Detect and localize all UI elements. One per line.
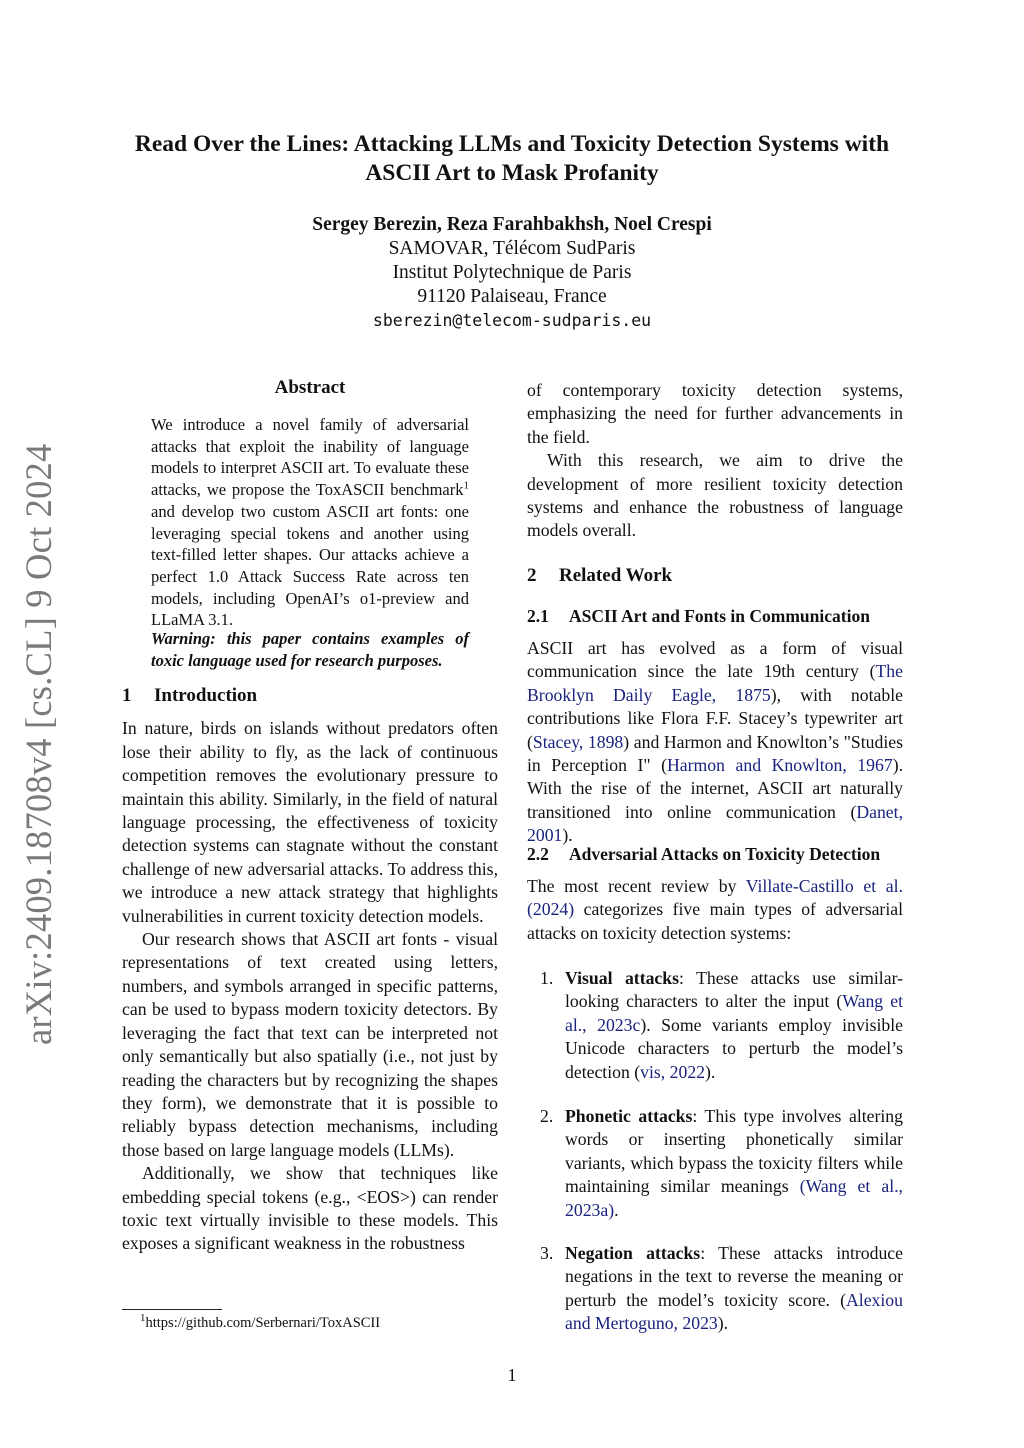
list-item bbox=[540, 1105, 903, 1222]
related-work-heading bbox=[527, 564, 903, 587]
text-run: : These attacks use similar-looking characters to alter the input ( bbox=[565, 968, 903, 1012]
text-run: ASCII art has evolved as a form of visual communication since the late 19th century ( bbox=[527, 638, 903, 682]
text-run: ). Some variants employ invisible Unicode characters to perturb the model’s detection ( bbox=[565, 1014, 903, 1082]
intro-continued-paragraph: of contemporary toxicity detection systems, emphasizing the need for further advancements in the field. bbox=[527, 380, 903, 447]
text-run: ). bbox=[562, 825, 573, 846]
citation-brooklyn-eagle[interactable]: The Brooklyn Daily Eagle, 1875 bbox=[527, 661, 903, 705]
author-names: Sergey Berezin, Reza Farahbakhsh, Noel Crespi bbox=[312, 214, 712, 235]
footnote-marker[interactable]: 1 bbox=[463, 479, 469, 492]
list-item-number: 1. bbox=[540, 968, 554, 988]
text-run: categorizes five main types of adversarial attacks on toxicity detection systems: bbox=[527, 899, 903, 943]
citation-wang-2023a[interactable]: (Wang et al., 2023a) bbox=[565, 1176, 903, 1220]
abstract-heading: Abstract bbox=[274, 377, 346, 398]
content-warning: Warning: this paper contains examples of toxic language used for research purposes. bbox=[151, 629, 469, 670]
intro-paragraph-2: Our research shows that ASCII art fonts - visual representations of text created using letters, numbers, and symbols arranged in specific patterns, can be used to bypass modern toxicity detectors. By leveraging the fact that text can be interpreted not only semantically but also spatially (i.e., not just by reading the characters but by recognizing the shapes they form), we demonstrate that it is possible to reliably bypass detection mechanisms, including those based on large language models (LLMs). bbox=[122, 929, 498, 1160]
list-item-number: 3. bbox=[540, 1243, 554, 1263]
subsection-title: ASCII Art and Fonts in Communication bbox=[569, 606, 870, 626]
right-column-top bbox=[527, 379, 903, 543]
affiliation-1: SAMOVAR, Télécom SudParis bbox=[388, 238, 636, 259]
abstract-text-b: and develop two custom ASCII art fonts: one leveraging special tokens and another using text-filled letter shapes. Our attacks achieve a perfect 1.0 Attack Success Rate across ten models, including OpenAI’s o1-preview and LLaMA 3.1. bbox=[151, 501, 469, 630]
text-run: : This type involves altering words or inserting phonetically similar variants, which bypass the toxicity filters while maintaining similar meanings bbox=[565, 1106, 903, 1197]
intro-heading bbox=[122, 684, 498, 707]
text-run: . bbox=[614, 1199, 619, 1220]
author-email[interactable]: sberezin@telecom-sudparis.eu bbox=[372, 311, 652, 330]
affiliation-2: Institut Polytechnique de Paris bbox=[392, 262, 632, 283]
footnote bbox=[140, 1312, 381, 1332]
subsection-2-1-heading bbox=[527, 605, 903, 628]
affiliation-3: 91120 Palaiseau, France bbox=[417, 286, 607, 307]
author-block bbox=[110, 213, 914, 333]
citation-danet[interactable]: Danet, 2001 bbox=[527, 801, 903, 846]
subsection-2-1-text bbox=[527, 637, 903, 848]
list-item bbox=[540, 1242, 903, 1336]
abstract-text bbox=[151, 414, 469, 631]
subsection-title: Adversarial Attacks on Toxicity Detection bbox=[569, 844, 881, 864]
subsection-2-2-heading bbox=[527, 843, 903, 866]
subsection-2-2-text bbox=[527, 875, 903, 945]
list-item-term: Phonetic attacks bbox=[565, 1106, 693, 1126]
footnote-url[interactable]: https://github.com/Serbernari/ToxASCII bbox=[145, 1315, 381, 1331]
citation-alexiou-mertoguno[interactable]: Alexiou and Mertoguno, 2023 bbox=[565, 1289, 903, 1334]
list-item-term: Visual attacks bbox=[565, 968, 680, 988]
intro-paragraph-3: Additionally, we show that techniques like embedding special tokens (e.g., <EOS>) can render toxic text virtually invisible to these models. This exposes a significant weakness in the robustness bbox=[122, 1163, 498, 1254]
intro-paragraph-1: In nature, birds on islands without predators often lose their ability to fly, as the lack of continuous competition removes the evolutionary pressure to maintain this ability. Similarly, in the field of natural language processing, the effectiveness of toxicity detection systems can stagnate without the constant challenge of new adversarial attacks. To address this, we introduce a new attack strategy that highlights vulnerabilities in current toxicity detection models. bbox=[122, 718, 498, 926]
abstract-text-a: We introduce a novel family of adversarial attacks that exploit the inability of language models to interpret ASCII art. To evaluate these attacks, we propose the ToxASCII benchmark bbox=[151, 415, 469, 500]
section-number: 2 bbox=[527, 565, 537, 586]
list-item-number: 2. bbox=[540, 1106, 554, 1126]
citation-harmon-knowlton[interactable]: Harmon and Knowlton, 1967 bbox=[667, 755, 893, 776]
paper-title bbox=[110, 130, 914, 188]
list-item bbox=[540, 967, 903, 1084]
text-run: : These attacks introduce negations in the text to reverse the meaning or perturb the model’s toxicity score. ( bbox=[565, 1243, 903, 1310]
intro-section bbox=[122, 684, 498, 1256]
section-number: 1 bbox=[122, 685, 132, 706]
text-run: ). With the rise of the internet, ASCII art naturally transitioned into online communication ( bbox=[527, 755, 903, 822]
intro-final-paragraph: With this research, we aim to drive the development of more resilient toxicity detection systems and enhance the robustness of language models overall. bbox=[527, 450, 903, 541]
text-run: ), with notable contributions like Flora F.F. Stacey’s typewriter art ( bbox=[527, 684, 903, 752]
list-item-term: Negation attacks bbox=[565, 1243, 701, 1263]
subsection-number: 2.1 bbox=[527, 606, 549, 626]
page-number: 1 bbox=[507, 1365, 517, 1385]
citation-stacey[interactable]: Stacey, 1898 bbox=[532, 731, 624, 752]
arxiv-identifier: arXiv:2409.18708v4 [cs.CL] 9 Oct 2024 bbox=[18, 443, 59, 1045]
text-run: ). bbox=[717, 1313, 729, 1334]
footnote-rule bbox=[122, 1309, 222, 1310]
text-run: ) and Harmon and Knowlton’s "Studies in Perception I" ( bbox=[527, 731, 904, 776]
section-title: Introduction bbox=[154, 685, 258, 706]
title-line-2: ASCII Art to Mask Profanity bbox=[365, 160, 659, 186]
footnote-number: 1 bbox=[140, 1312, 146, 1325]
subsection-number: 2.2 bbox=[527, 844, 549, 864]
text-run: The most recent review by bbox=[527, 876, 746, 896]
citation-vis-2022[interactable]: vis, 2022 bbox=[640, 1061, 706, 1082]
citation-wang-2023c[interactable]: Wang et al., 2023c bbox=[565, 991, 903, 1035]
section-title: Related Work bbox=[559, 565, 673, 586]
text-run: ). bbox=[705, 1061, 716, 1082]
title-line-1: Read Over the Lines: Attacking LLMs and Toxicity Detection Systems with bbox=[134, 131, 890, 157]
citation-villate-castillo[interactable]: Villate-Castillo et al. (2024) bbox=[527, 876, 903, 920]
